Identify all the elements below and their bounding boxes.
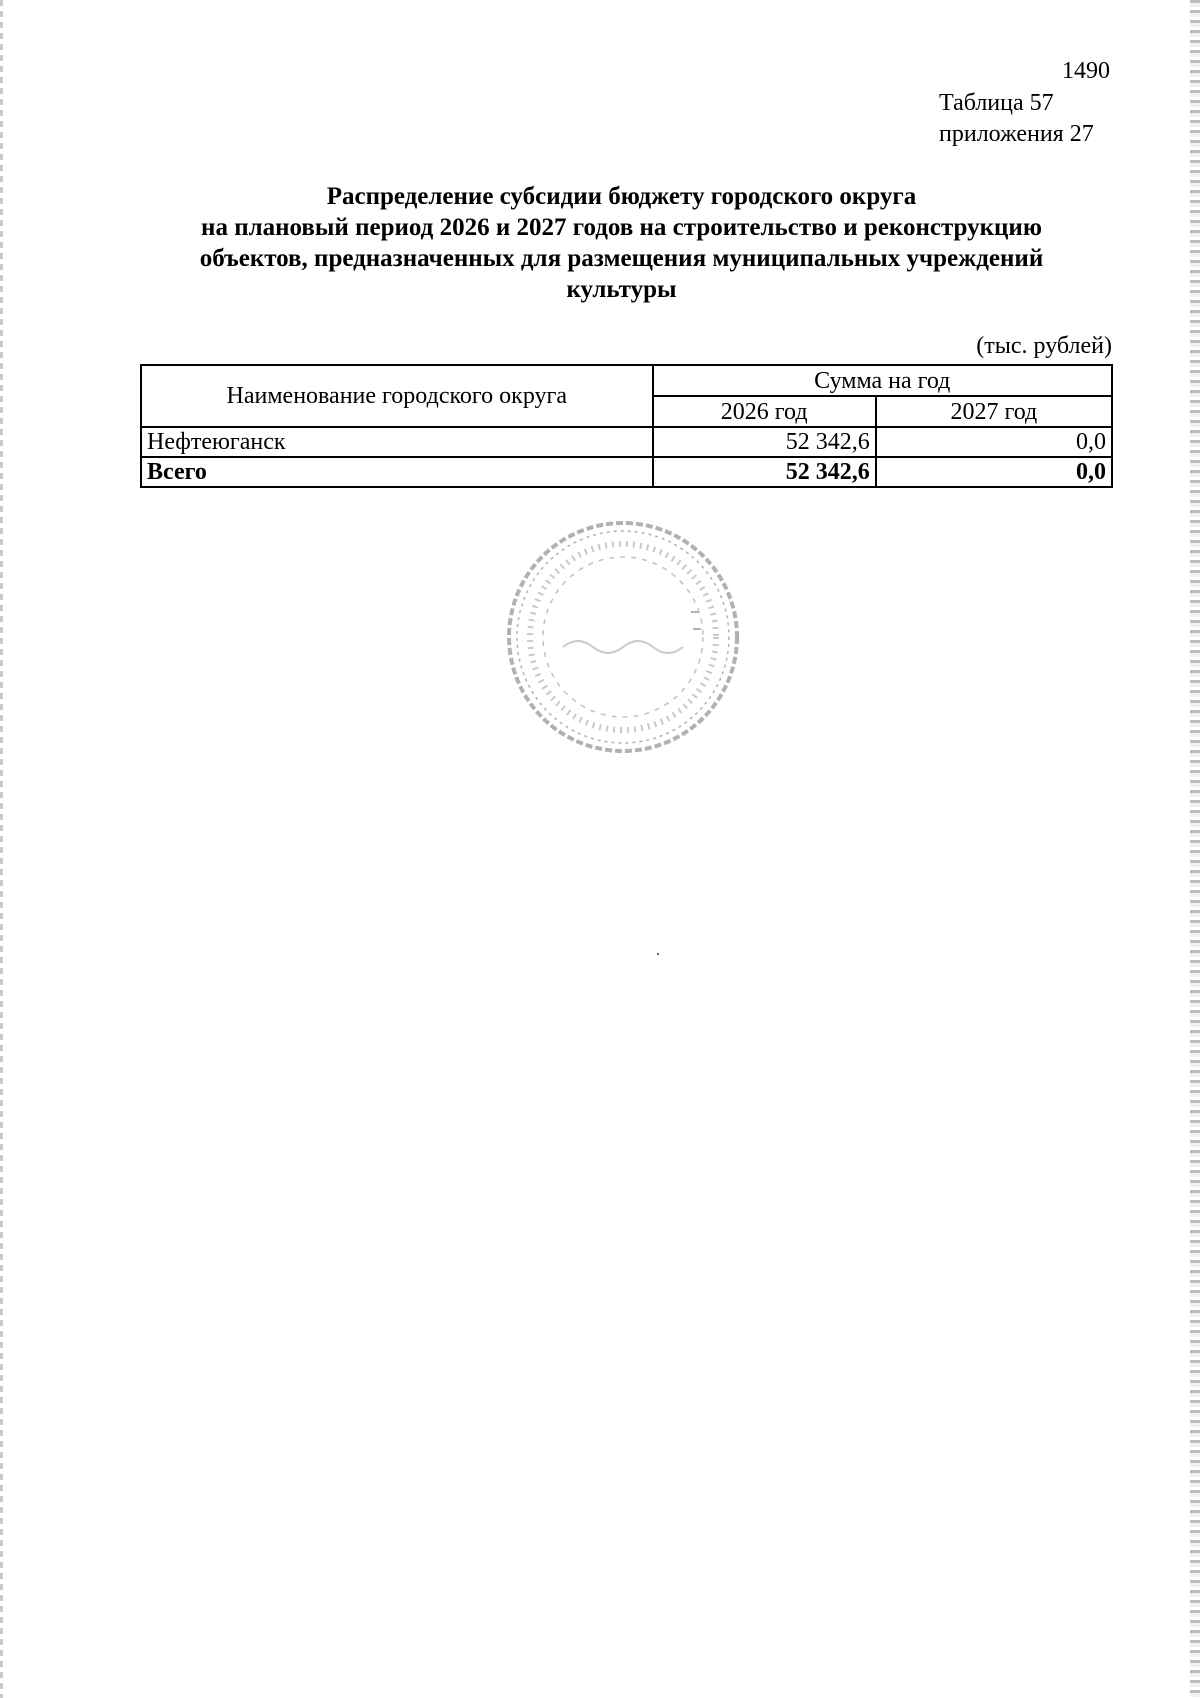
subsidy-table (140, 364, 1113, 488)
table-label: Таблица 57 (939, 90, 1054, 116)
title-line-4: культуры (566, 276, 677, 303)
total-name: Всего (141, 457, 653, 487)
row-name: Нефтеюганск (141, 427, 653, 457)
appendix-label: приложения 27 (939, 121, 1094, 147)
table-reference (939, 88, 1139, 150)
title-line-2: на плановый период 2026 и 2027 годов на строительство и реконструкцию (201, 214, 1042, 241)
header-sum: Сумма на год (653, 365, 1112, 396)
scan-speck (657, 953, 659, 955)
total-value-2026: 52 342,6 (653, 457, 876, 487)
total-value-2027: 0,0 (876, 457, 1112, 487)
units-label: (тыс. рублей) (976, 333, 1112, 359)
page-number: 1490 (1062, 58, 1110, 84)
table-row (141, 427, 1112, 457)
row-value-2027: 0,0 (876, 427, 1112, 457)
header-name: Наименование городского округа (141, 365, 653, 427)
title-line-3: объектов, предназначенных для размещения муниципальных учреждений (199, 245, 1044, 272)
scan-edge-right (1190, 0, 1200, 1698)
table-header-row (141, 365, 1112, 396)
header-year-2026: 2026 год (653, 396, 876, 427)
header-year-2027: 2027 год (876, 396, 1112, 427)
row-value-2026: 52 342,6 (653, 427, 876, 457)
official-seal-stamp (503, 517, 743, 757)
title-line-1: Распределение субсидии бюджету городского округа (326, 183, 917, 210)
document-title (130, 181, 1113, 305)
scan-edge-left (0, 0, 3, 1698)
total-row (141, 457, 1112, 487)
